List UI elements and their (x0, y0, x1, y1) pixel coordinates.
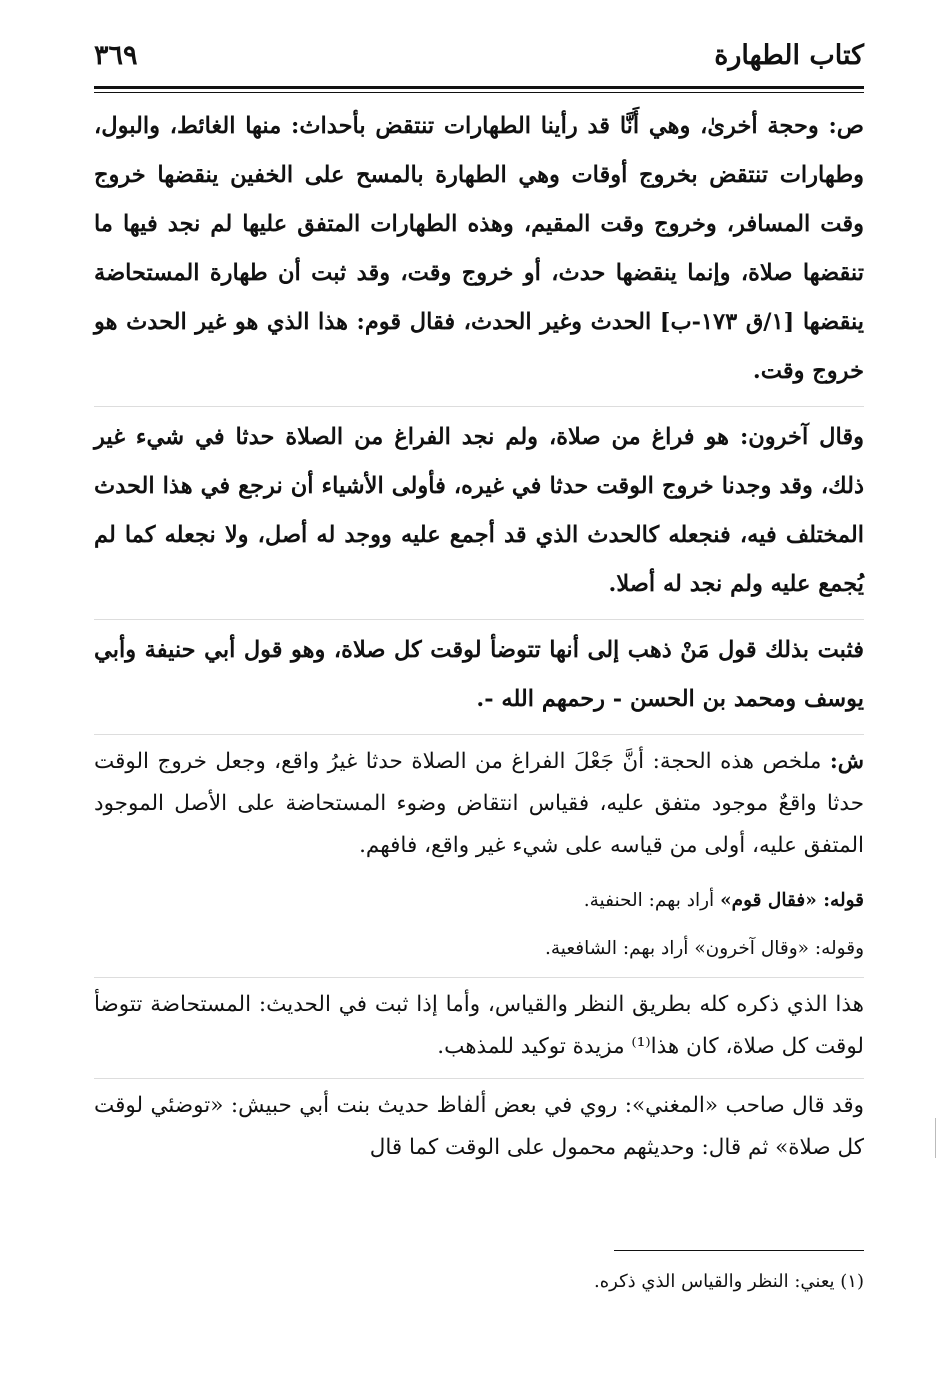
header-rule (94, 86, 864, 89)
paragraph-separator (94, 734, 864, 735)
qawluhu-text: أراد بهم: الحنفية. (583, 890, 721, 911)
paragraph-separator (94, 977, 864, 978)
paragraph-qawluhu-2: وقوله: «وقال آخرون» أراد بهم: الشافعية. (544, 938, 864, 959)
margin-mark (935, 1118, 936, 1158)
paragraph-sharh-2: هذا الذي ذكره كله بطريق النظر والقياس، وأما إذا ثبت في الحديث: المستحاضة تتوضأ لوقت كل صلاة، كان هذا⁽¹⁾ مزيدة توكيد للمذهب. (94, 992, 864, 1059)
paragraph-separator (94, 1078, 864, 1079)
paragraph-separator (94, 406, 864, 407)
paragraph-qawluhu-1 (94, 877, 864, 925)
header-rule-thin (94, 92, 864, 93)
paragraph-sharh-3: وقد قال صاحب «المغني»: روي في بعض ألفاظ حديث بنت أبي حبيش: «توضئي لوقت كل صلاة» ثم قال: وحديثهم محمول على الوقت كما قال (94, 1093, 864, 1160)
main-text (94, 102, 864, 1179)
page-header (94, 40, 864, 82)
footnote-rule (614, 1250, 864, 1251)
sharh-marker: ش: (829, 749, 864, 774)
footnote: (١) يعني: النظر والقياس الذي ذكره. (593, 1271, 864, 1292)
qawluhu-lead: قوله: «فقال قوم» (720, 890, 864, 911)
page-number: ٣٦٩ (94, 40, 138, 71)
paragraph-sharh-1 (94, 741, 864, 867)
paragraph-separator (94, 619, 864, 620)
sharh-text: ملخص هذه الحجة: أنَّ جَعْلَ الفراغ من الصلاة حدثا غيرُ واقع، وجعل خروج الوقت حدثا واقعٌ موجود متفق عليه، فقياس انتقاض وضوء المستحاضة على الأصل الموجود المتفق عليه، أولى من قياسه على شيء غير واقع، فافهم. (94, 749, 864, 858)
paragraph-matn-1: ص: وحجة أخرىٰ، وهي أَنَّا قد رأينا الطهارات تنتقض بأحداث: منها الغائط، والبول، وطهارات تنتقض بخروج أوقات وهي الطهارة بالمسح على الخفين ينقضها خروج وقت المسافر، وخروج وقت المقيم، وهذه الطهارات المتفق عليها لم نجد فيها ما تنقضها صلاة، وإنما ينقضها حدث، أو خروج وقت، وقد ثبت أن طهارة المستحاضة ينقضها [١/ق ١٧٣-ب] الحدث وغير الحدث، فقال قوم: هذا الذي هو غير الحدث هو خروج وقت. (94, 113, 864, 384)
book-title: كتاب الطهارة (714, 40, 864, 71)
paragraph-matn-2: وقال آخرون: هو فراغ من صلاة، ولم نجد الفراغ من الصلاة حدثا في شيء غير ذلك، وقد وجدنا خروج الوقت حدثا في غيره، فأولى الأشياء أن نرجع في هذا الحدث المختلف فيه، فنجعله كالحدث الذي قد أجمع عليه ووجد له أصل، ولا نجعله كما لم يُجمع عليه ولم نجد له أصلا. (94, 424, 864, 597)
paragraph-matn-3: فثبت بذلك قول مَنْ ذهب إلى أنها تتوضأ لوقت كل صلاة، وهو قول أبي حنيفة وأبي يوسف ومحمد بن الحسن - رحمهم الله -. (94, 637, 864, 712)
